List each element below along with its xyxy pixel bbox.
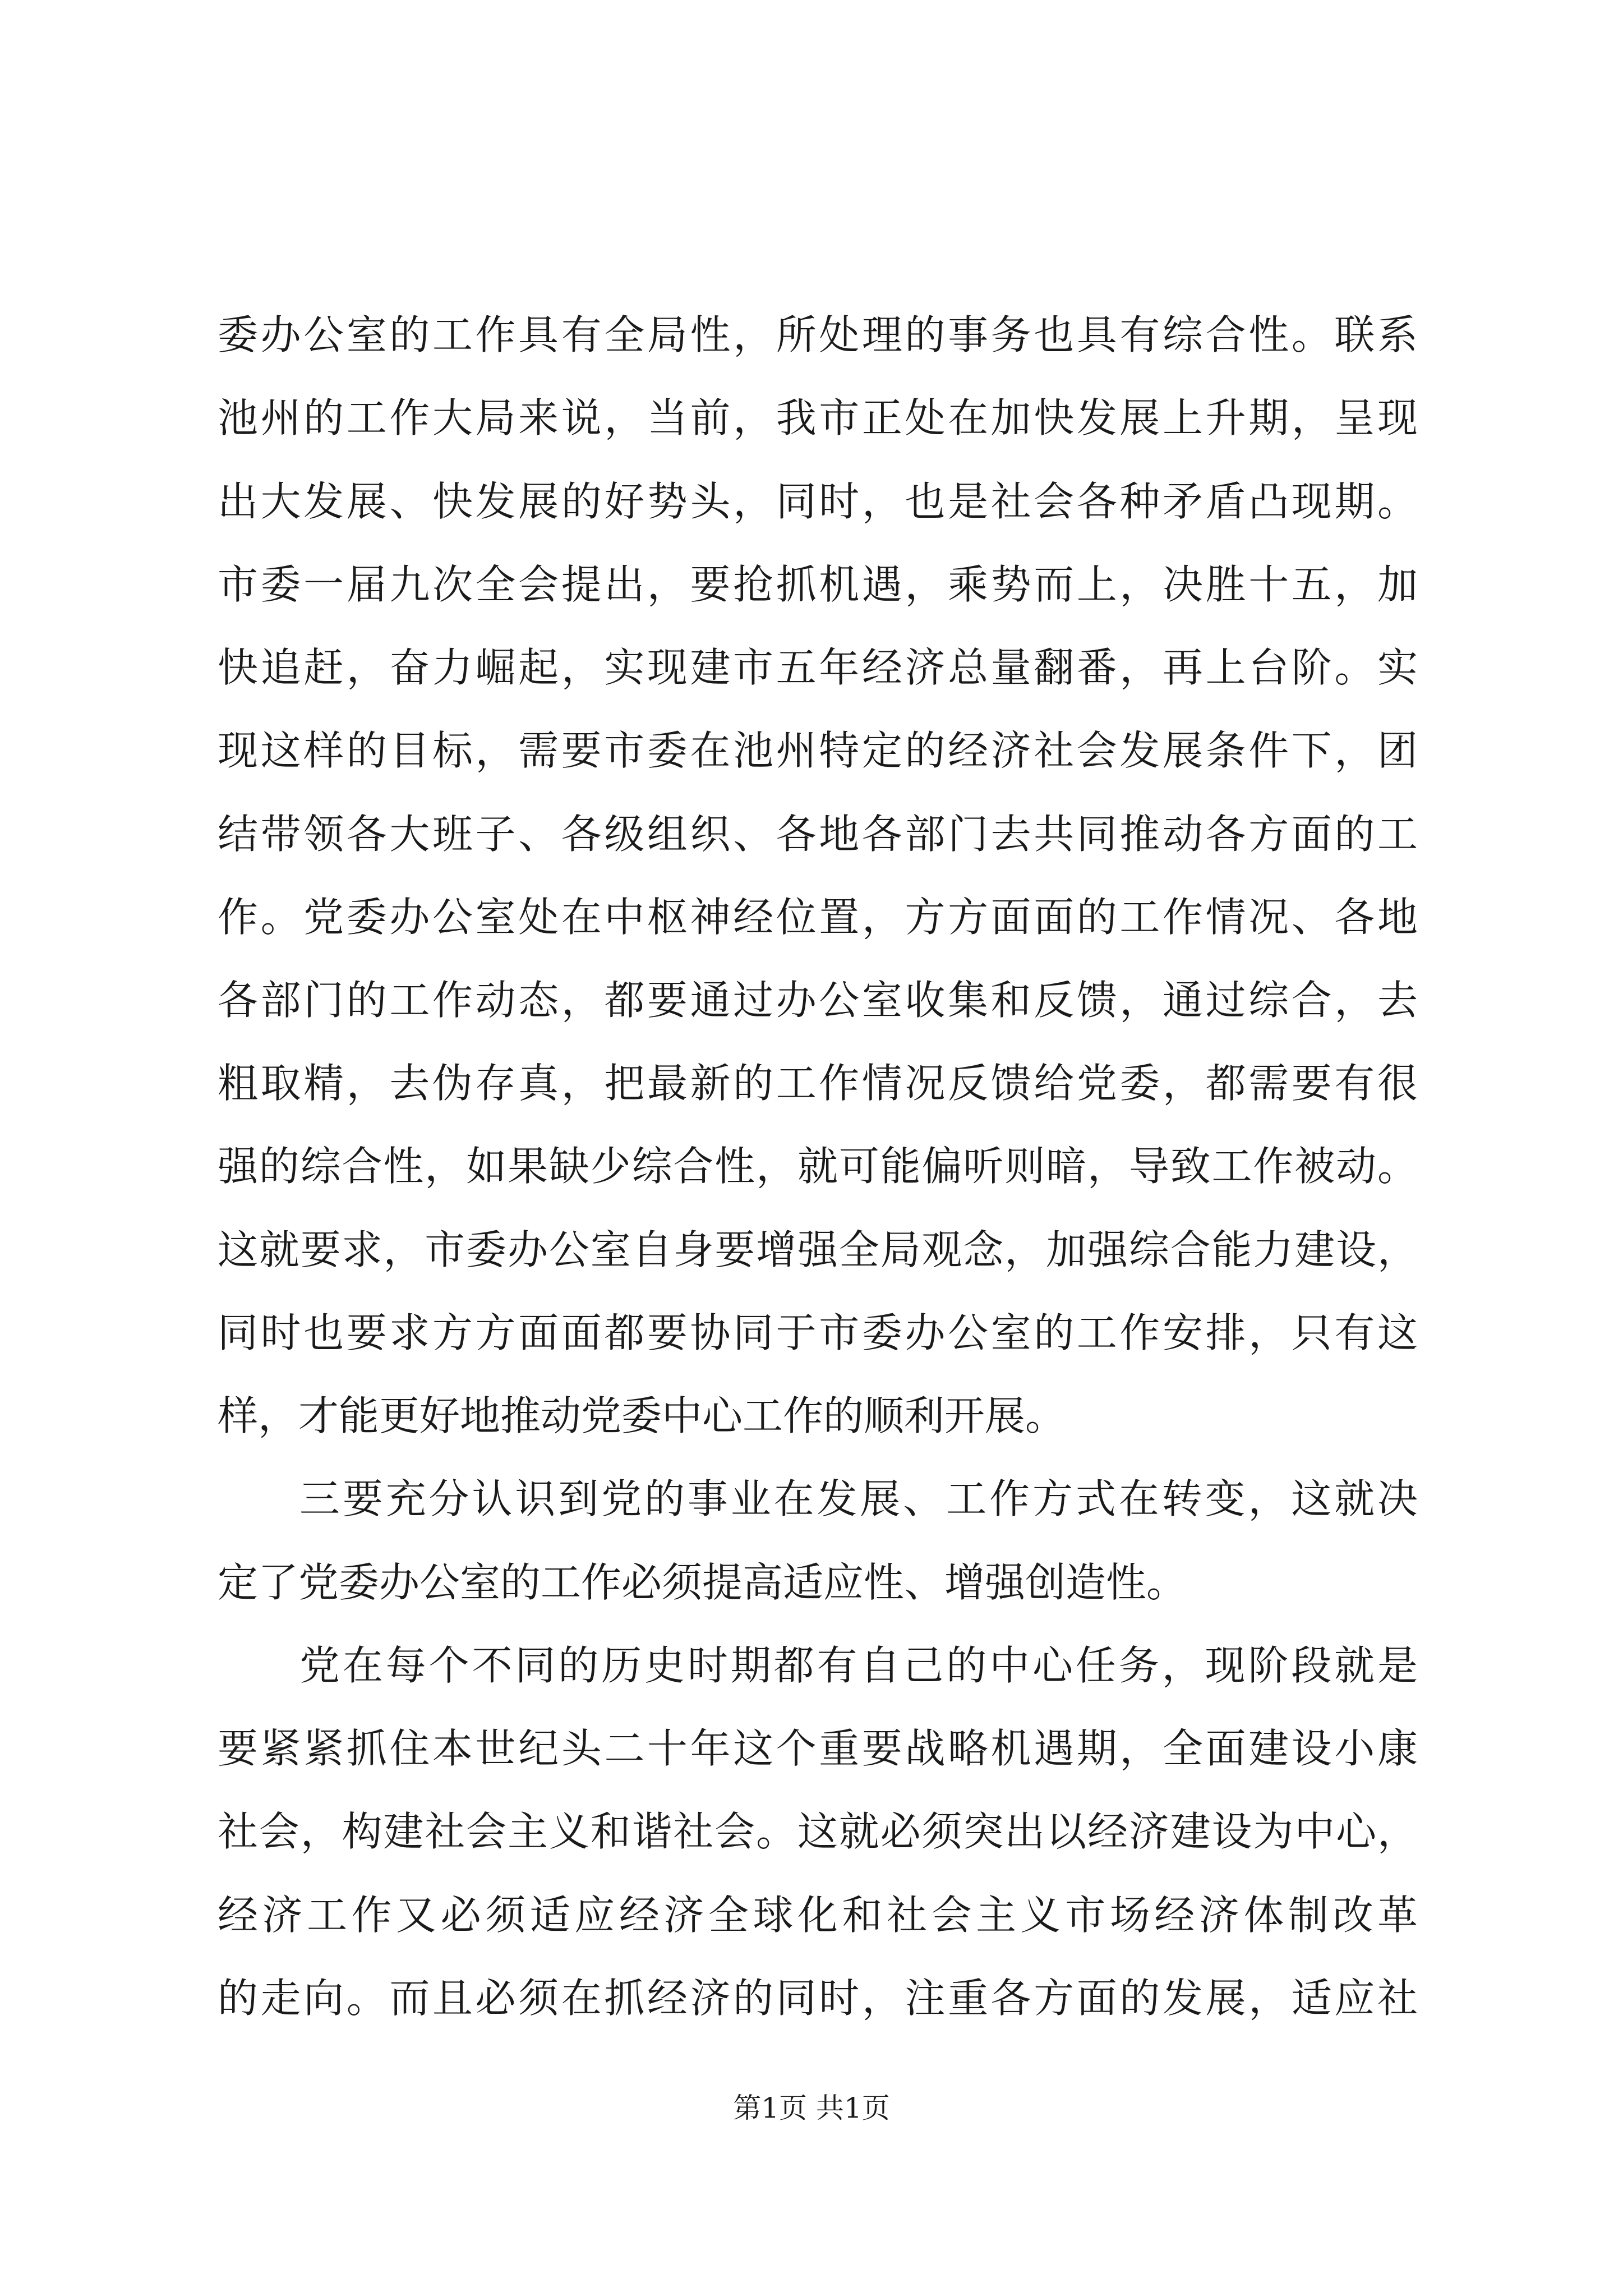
- text-line: 委办公室的工作具有全局性，所处理的事务也具有综合性。联系: [218, 311, 1418, 358]
- text-line: 现这样的目标，需要市委在池州特定的经济社会发展条件下，团: [218, 727, 1418, 774]
- text-line: 粗取精，去伪存真，把最新的工作情况反馈给党委，都需要有很: [218, 1060, 1418, 1107]
- text-line: 出大发展、快发展的好势头，同时，也是社会各种矛盾凸现期。: [218, 478, 1418, 525]
- text-line: 同时也要求方方面面都要协同于市委办公室的工作安排，只有这: [218, 1309, 1418, 1356]
- text-line: 经济工作又必须适应经济全球化和社会主义市场经济体制改革: [218, 1892, 1418, 1939]
- text-line: 样，才能更好地推动党委中心工作的顺利开展。: [218, 1392, 1066, 1439]
- text-line: 市委一届九次全会提出，要抢抓机遇，乘势而上，决胜十五，加: [218, 561, 1418, 608]
- page-footer: 第1页 共1页: [733, 2092, 890, 2124]
- text-line: 定了党委办公室的工作必须提高适应性、增强创造性。: [218, 1559, 1187, 1606]
- text-line: 的走向。而且必须在抓经济的同时，注重各方面的发展，适应社: [218, 1975, 1418, 2022]
- text-line: 这就要求，市委办公室自身要增强全局观念，加强综合能力建设，: [218, 1226, 1418, 1273]
- text-line: 池州的工作大局来说，当前，我市正处在加快发展上升期，呈现: [218, 394, 1418, 441]
- text-line: 结带领各大班子、各级组织、各地各部门去共同推动各方面的工: [218, 811, 1418, 858]
- paragraph-first-line: 党在每个不同的历史时期都有自己的中心任务，现阶段就是: [299, 1642, 1418, 1689]
- paragraph-first-line: 三要充分认识到党的事业在发展、工作方式在转变，这就决: [299, 1475, 1418, 1522]
- text-line: 社会，构建社会主义和谐社会。这就必须突出以经济建设为中心，: [218, 1808, 1418, 1855]
- text-line: 作。党委办公室处在中枢神经位置，方方面面的工作情况、各地: [218, 894, 1418, 941]
- text-line: 各部门的工作动态，都要通过办公室收集和反馈，通过综合，去: [218, 977, 1418, 1024]
- text-line: 要紧紧抓住本世纪头二十年这个重要战略机遇期，全面建设小康: [218, 1725, 1418, 1772]
- text-line: 快追赶，奋力崛起，实现建市五年经济总量翻番，再上台阶。实: [218, 644, 1418, 691]
- text-line: 强的综合性，如果缺少综合性，就可能偏听则暗，导致工作被动。: [218, 1143, 1418, 1190]
